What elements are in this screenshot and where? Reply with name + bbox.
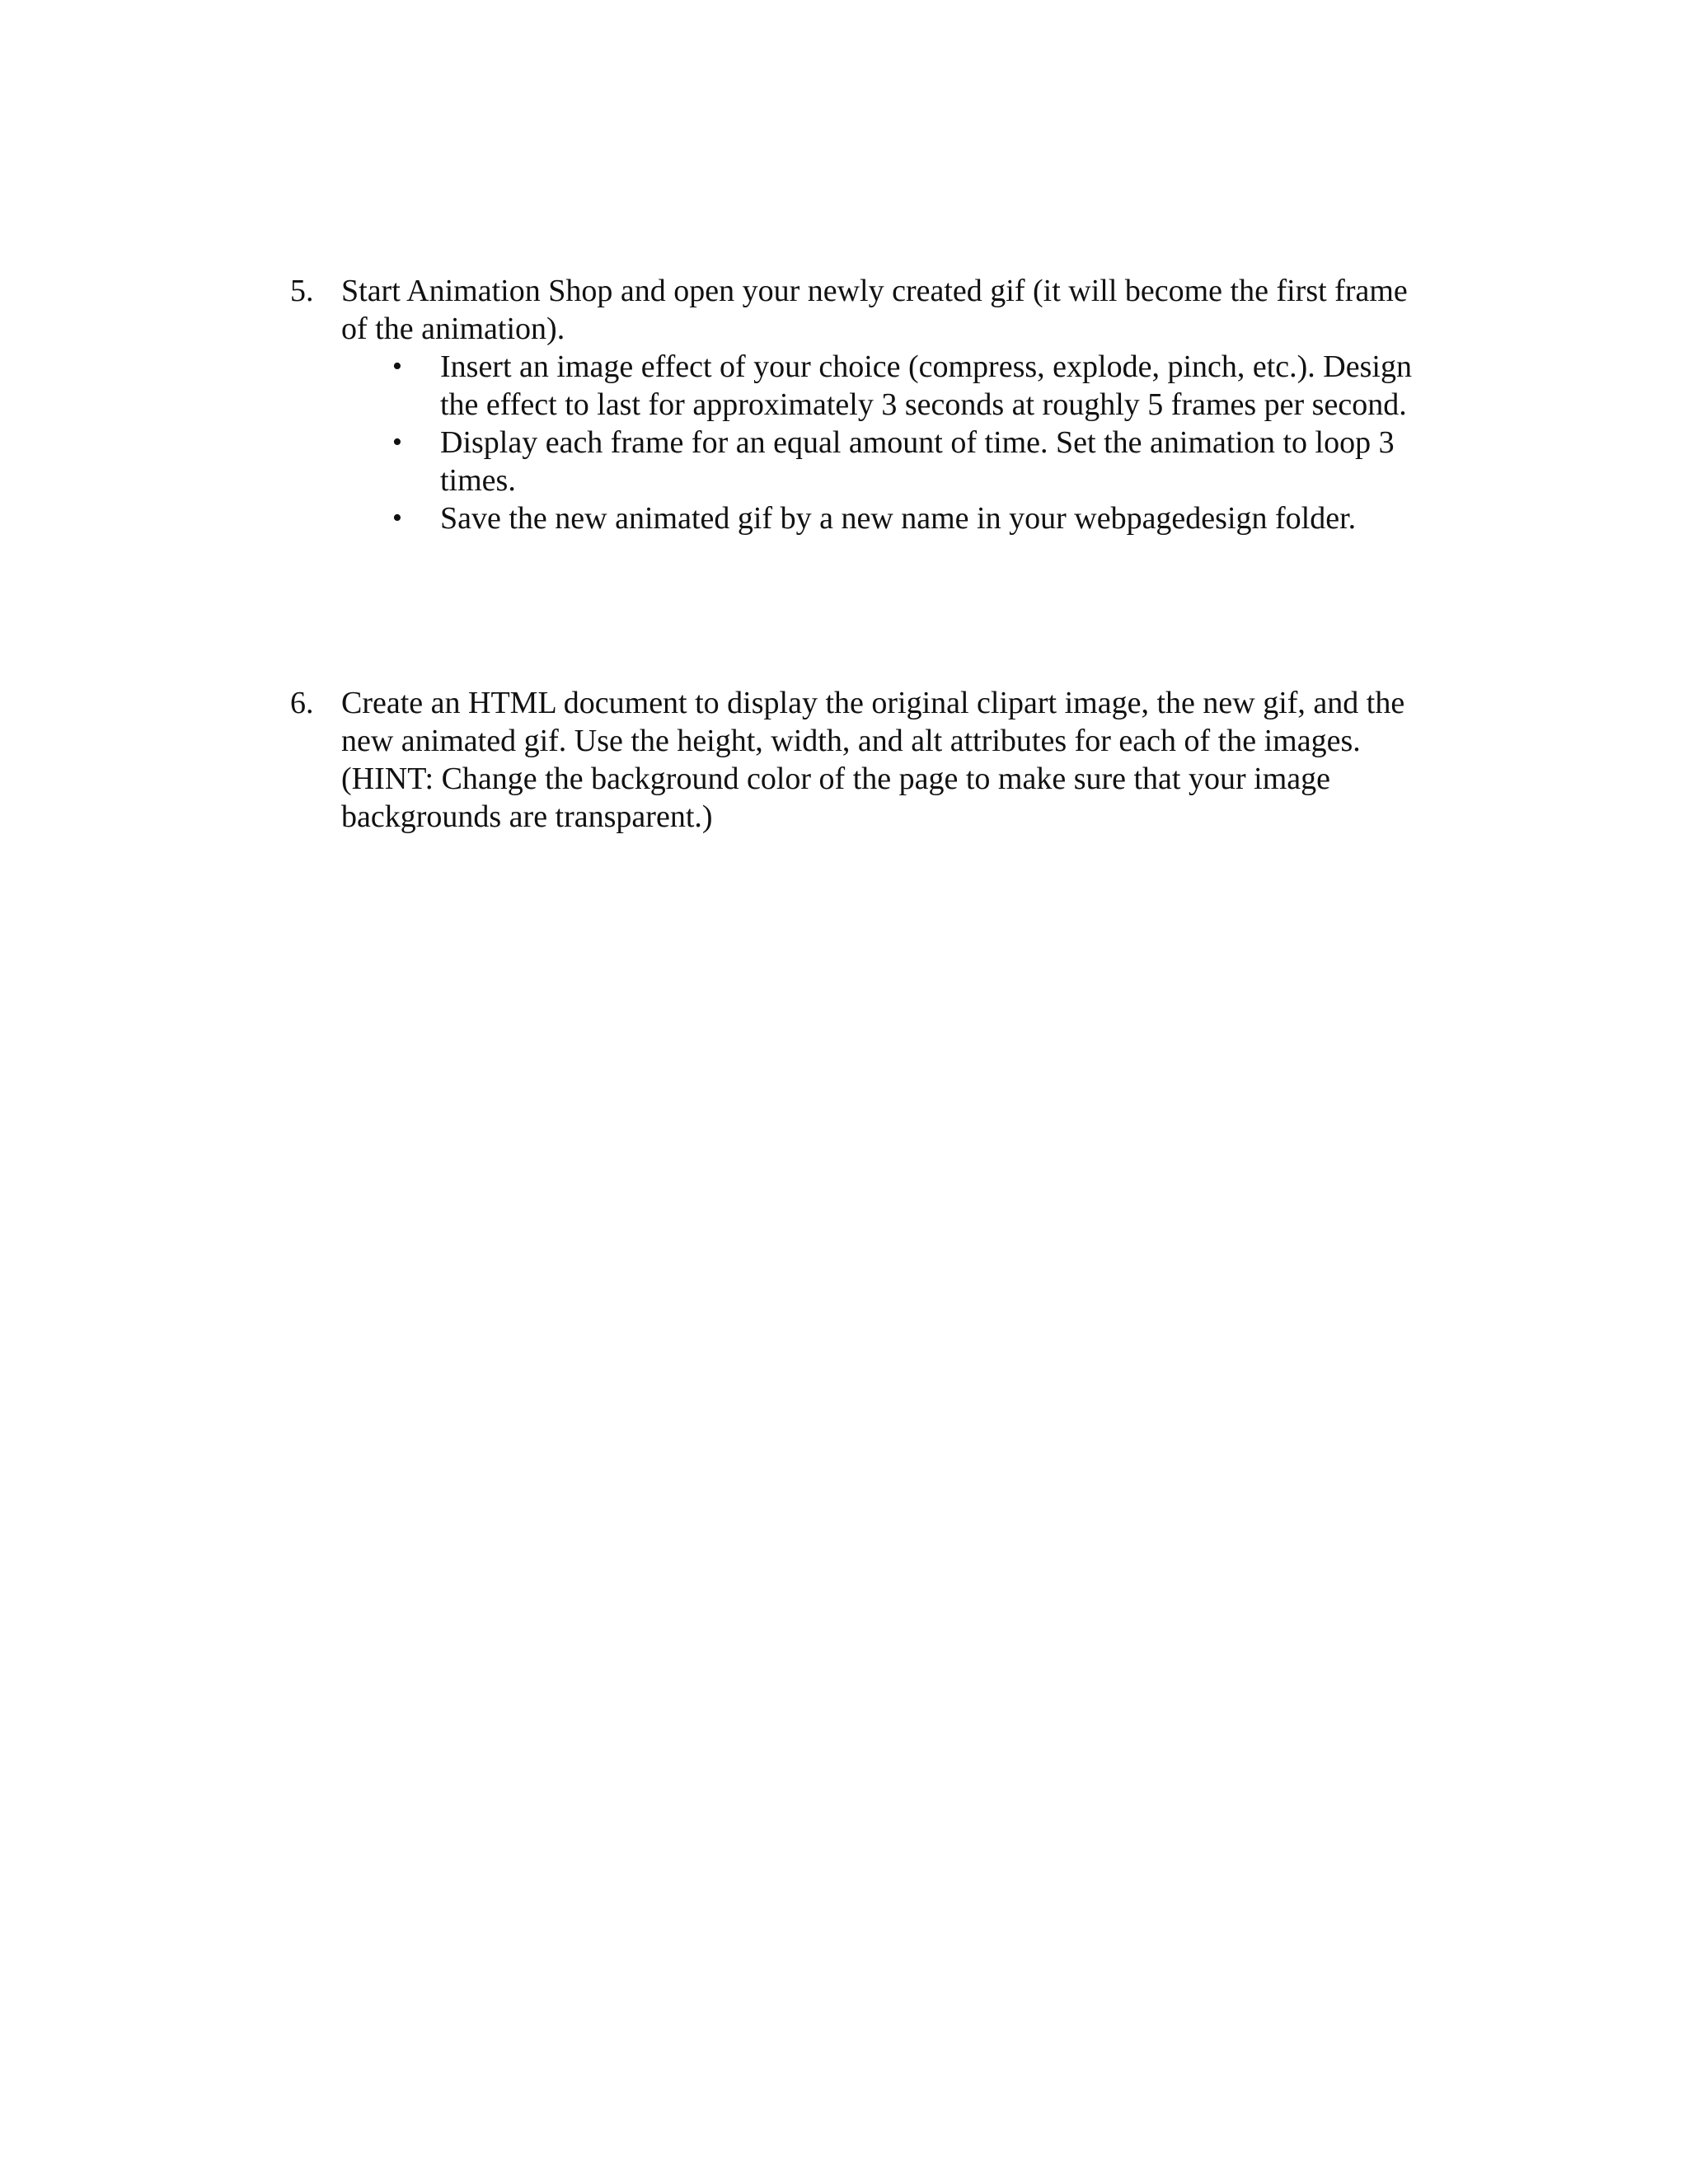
bullet-icon: • — [392, 503, 402, 533]
bullet-item — [290, 499, 1413, 537]
step-number: 6. — [290, 686, 314, 720]
bullet-icon: • — [392, 427, 402, 457]
step-5 — [290, 272, 1428, 537]
step-text: Create an HTML document to display the original clipart image, the new gif, and the new animated gif. Use the height, width, and alt attributes for each of the images. (HINT: Change the background color of the page to make sure that your image backgrounds are transparent.) — [341, 686, 1405, 834]
bullet-item — [290, 424, 1413, 499]
step-number: 5. — [290, 274, 314, 308]
bullet-text: Insert an image effect of your choice (compress, explode, pinch, etc.). Design the effect to last for approximately 3 seconds at roughly 5 frames per second. — [440, 349, 1412, 422]
step-text: Start Animation Shop and open your newly created gif (it will become the first frame of the animation). — [341, 274, 1408, 346]
step-6 — [290, 684, 1428, 836]
bullet-item — [290, 348, 1413, 424]
bullet-text: Save the new animated gif by a new name in your webpagedesign folder. — [440, 501, 1357, 536]
bullet-icon: • — [392, 351, 402, 382]
step-5-bullet-list — [290, 348, 1428, 537]
bullet-text: Display each frame for an equal amount of time. Set the animation to loop 3 times. — [440, 425, 1395, 498]
